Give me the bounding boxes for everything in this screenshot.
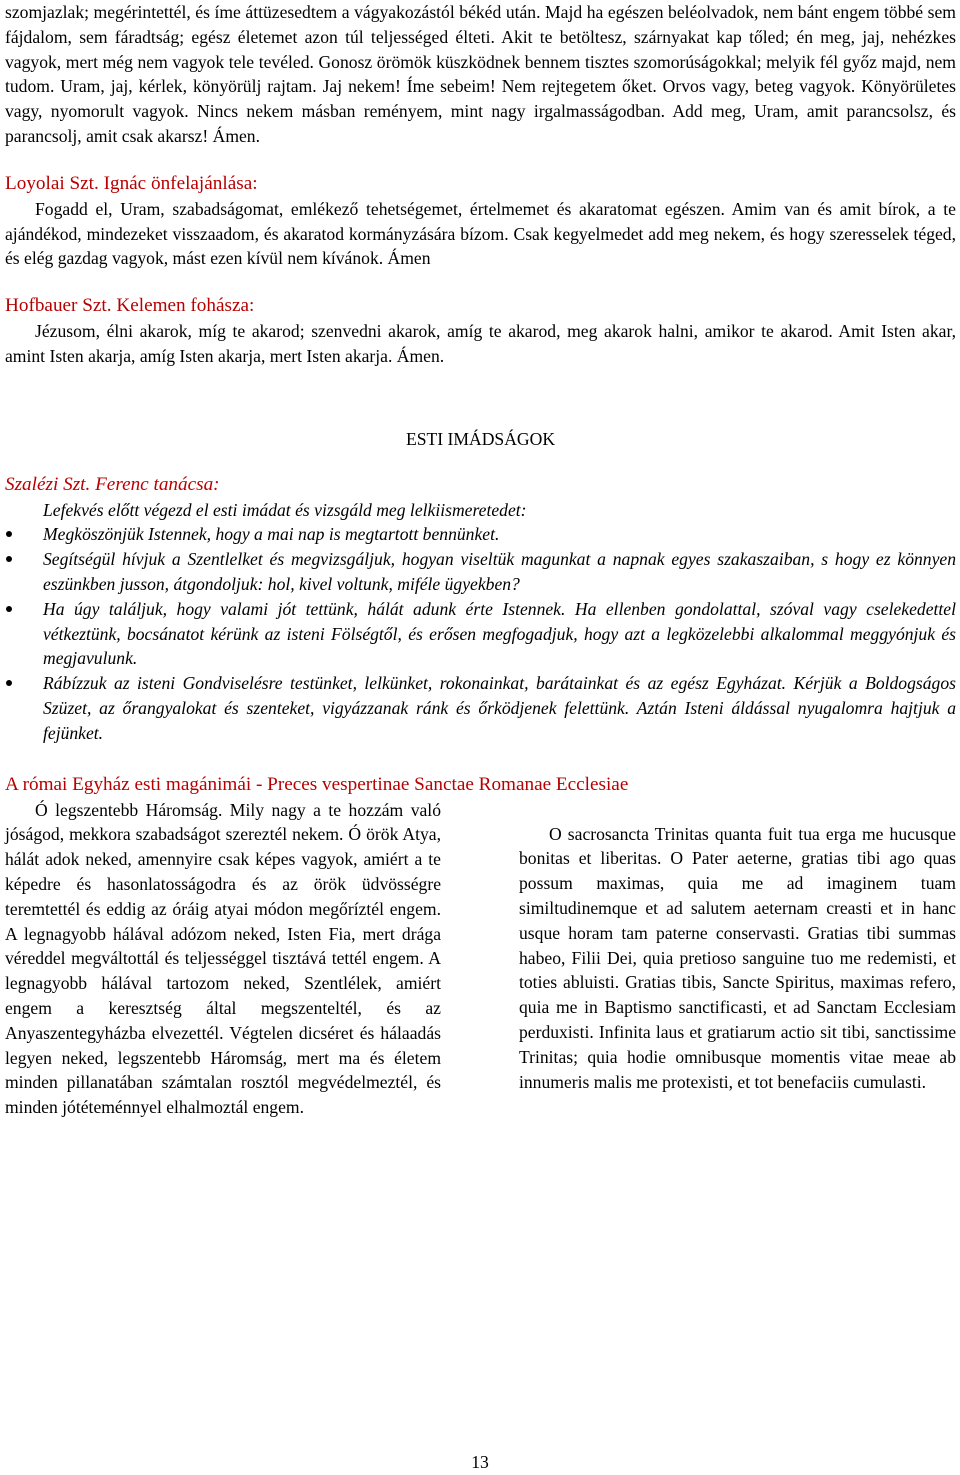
bullet-text: Segítségül hívjuk a Szentlelket és megvizsgáljuk, hogyan viseltük magunkat a napnak egyes szakaszaiban, s hogy ez könnyen eszünkben jusson, átgondoljuk: hol, kivel voltunk, miféle ügyekben?	[43, 549, 956, 594]
loyola-text: Fogadd el, Uram, szabadságomat, emlékező tehetségemet, értelmemet és akaratomat egészen. Amim van és amit bírok, a te ajándékod, mindezeket visszaadom, és akaratod kormányzására bízom. Csak kegyelmedet add meg nekem, és hogy szeresselek téged, és elég gazdag vagyok, mást ezen kívül nem kívánok. Ámen	[5, 198, 956, 269]
document-page	[5, 0, 956, 1238]
szalezi-bullet-list	[5, 522, 956, 745]
hungarian-prayer: Ó legszentebb Háromság. Mily nagy a te hozzám való jóságod, mekkora szabadságot szereztél nekem. Ó örök Atya, hálát adok neked, amennyire csak képes vagyok, amiért a te képedre és hasonlatosságodra és az örök üdvösségre teremtettél és eddig az óráig atyai módon megőríztél engem. A legnagyobb hálával adózom neked, Isten Fia, mert drága véreddel megváltottál és teljességgel tisztává tettél engem. A legnagyobb hálával tartozom neked, Szentlélek, amiért engem a keresztség által megszenteltél, és az Anyaszentegyházba elvezettél. Végtelen dicséret és hálaadás legyen neked, legszentebb Háromság, mert ma és életem minden pillanatában számtalan rosztól megvédelmeztél, és minden jótéteménnyel elhalmoztál engem.	[5, 799, 441, 1118]
hofbauer-text: Jézusom, élni akarok, míg te akarod; szenvedni akarok, amíg te akarod, meg akarok halni, amikor te akarod. Amit Isten akar, amint Isten akarja, amíg Isten akarja, mert Isten akarja. Ámen.	[5, 321, 956, 366]
section-title: ESTI IMÁDSÁGOK	[405, 428, 556, 449]
loyola-heading: Loyolai Szt. Ignác önfelajánlása:	[5, 172, 258, 194]
bullet-icon	[6, 606, 12, 612]
page-number: 13	[471, 1452, 489, 1472]
hofbauer-heading: Hofbauer Szt. Kelemen fohásza:	[5, 295, 255, 317]
two-column-prayer	[5, 798, 956, 1238]
list-item	[5, 522, 956, 547]
szalezi-heading: Szalézi Szt. Ferenc tanácsa:	[5, 473, 220, 495]
bullet-text: Ha úgy találjuk, hogy valami jót tettünk, hálát adunk érte Istennek. Ha ellenben gondolattal, szóval vagy cselekedettel vétkeztünk, bocsánatot kérünk az isteni Fölségtől, és erősen megfogadjuk, hogy azt a legközelebbi alkalommal meggyónjuk és megjavulunk.	[43, 598, 956, 669]
list-item	[5, 671, 956, 745]
bullet-icon	[6, 531, 12, 537]
list-item	[5, 547, 956, 597]
latin-prayer: O sacrosancta Trinitas quanta fuit tua erga me hucusque bonitas et liberitas. O Pater aeterne, gratias tibi ago quas possum maximas, quia me ad imaginem tuam similtudinemque et ad salutem aeternam creasti et in hanc usque horam tam paterne conservasti. Gratias tibi summas habeo, Filii Dei, quia pretioso sanguine tuo me redemisti, et toties abluisti. Gratias tibis, Sancte Spiritus, maximas refero, quia me in Baptismo sanctificasti, et ad Sanctam Ecclesiam perduxisti. Infinita laus et gratiarum actio sit tibi, sanctissime Trinitas; quia hodie omnibusque momentis vitae meae ab innumeris malis me protexisti, et tot benefaciis cumulasti.	[519, 823, 956, 1092]
bullet-text: Rábízzuk az isteni Gondviselésre testünket, lelkünket, rokonainkat, barátainkat és az egész Egyházat. Kérjük a Boldogságos Szüzet, az őrangyalokat és szenteket, vigyázzanak ránk és őrködjenek felettünk. Aztán Isteni áldással nyugalomra hajtjuk a fejünket.	[43, 673, 956, 743]
szalezi-intro: Lefekvés előtt végezd el esti imádat és vizsgáld meg lelkiismeretedet:	[43, 499, 527, 520]
bullet-icon	[6, 680, 12, 686]
list-item	[5, 597, 956, 671]
roman-heading: A római Egyház esti magánimái - Preces vespertinae Sanctae Romanae Ecclesiae	[5, 773, 629, 795]
bullet-icon	[6, 556, 12, 562]
intro-paragraph: szomjazlak; megérintettél, és íme áttüzesedtem a vágyakozástól békéd után. Majd ha egészen beléolvadok, nem bánt engem többé sem fájdalom, sem fáradtság; egész életemet azon túl teljességed élteti. Akit te betöltesz, szárnyakat kap tőled; én meg, jaj, nehézkes vagyok, mert még nem vagyok tele tevéled. Gonosz örömök küszködnek bennem tisztes szomorúságokkal; melyik fél győz majd, nem tudom. Uram, jaj, kérlek, könyörülj rajtam. Jaj nekem! Íme sebeim! Nem rejtegetem őket. Orvos vagy, beteg vagyok. Könyörületes vagy, nyomorult vagyok. Nincs nekem másban reményem, mint nagy irgalmasságodban. Add meg, Uram, amit parancsolsz, és parancsolj, amit csak akarsz! Ámen.	[5, 2, 956, 146]
bullet-text: Megköszönjük Istennek, hogy a mai nap is megtartott bennünket.	[43, 524, 500, 545]
